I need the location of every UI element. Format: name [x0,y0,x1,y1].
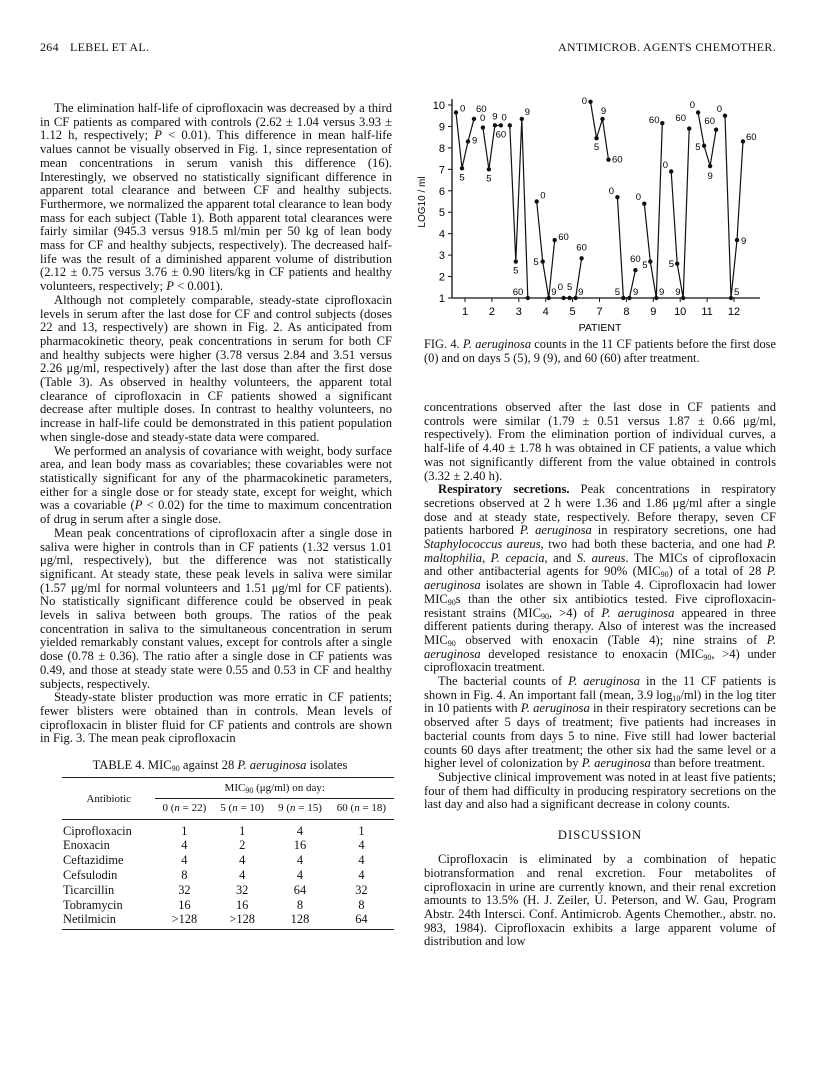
data-point [508,123,512,127]
column-header-day [329,798,394,819]
italic-text: P. aeruginosa [519,523,592,538]
text-segment: (μg/ml) on day: [253,782,325,795]
x-tick-label: 9 [650,306,657,318]
italic-text: P [154,128,162,143]
italic-text: n [354,801,360,814]
data-point [487,167,491,171]
text-segment: against 28 [179,758,238,773]
point-day-label: 9 [675,287,681,298]
y-tick-label: 7 [438,164,445,177]
point-day-label: 5 [642,260,648,272]
text-segment: 5 ( [220,801,233,814]
x-tick-label: 12 [727,306,741,318]
x-tick-label: 8 [623,306,630,318]
italic-text: P [166,279,174,294]
point-day-label: 0 [501,112,507,124]
paragraph [424,853,776,949]
mic-value: 4 [296,868,304,883]
point-day-label: 0 [716,103,722,115]
section-heading-discussion: DISCUSSION [557,828,643,843]
data-point [621,296,625,300]
point-day-label: 5 [614,287,620,298]
left-column [40,102,392,930]
text-segment: . The MICs of ciprofloxacin and other antibacterial agents for 90% (MIC [424,550,776,579]
point-day-label: 60 [495,129,507,141]
right-column [424,401,776,949]
text-segment: concentrations observed after the last dose in CF patients and controls were similar (1.79 ± 0.51 versus 1.87 ± 0.66 μg/ml, respectively). From the elimination portion of individual curves, a half-life of 4.40 ± 1.78 h was obtained in CF patients, a value which was not significantly different from the value obtained in controls (3.32 ± 2.40 h). [424,400,776,483]
paragraph [424,675,776,771]
x-tick-label: 7 [596,306,603,318]
data-point [526,296,530,300]
mic-value: 128 [290,912,310,927]
text-segment: = 18) [359,801,387,814]
point-day-label: 0 [689,100,695,112]
data-point [553,238,557,242]
paragraph [40,691,392,746]
text-segment: observed with enoxacin (Table 4); nine strains of [455,632,767,647]
point-day-label: 9 [578,287,584,298]
point-day-label: 5 [695,141,701,153]
point-day-label: 0 [581,95,587,107]
antibiotic-name: Ticarcillin [63,882,115,897]
point-day-label: 5 [486,173,492,185]
data-point [729,296,733,300]
y-tick-label: 2 [438,271,445,284]
y-tick-label: 1 [438,293,445,305]
italic-text: P. aeruginosa [520,701,590,716]
data-point [615,195,619,199]
point-day-label: 0 [608,186,614,198]
antibiotic-name: Ciprofloxacin [63,823,132,838]
text-segment: Steady-state blister production was more erratic in CF patients; fewer blisters were obtained than in controls. Mean levels of ciprofloxacin in blister fluid for CF patients and controls are shown in Fig. 3. The mean peak ciprofloxacin [40,690,392,746]
mic-value: 4 [181,853,188,868]
text-segment: isolates [306,758,348,773]
point-day-label: 60 [648,115,660,127]
point-day-label: 9 [524,106,531,118]
x-tick-label: 10 [674,306,687,318]
data-point [687,126,691,130]
mic-value: 16 [235,897,249,912]
antibiotic-name: Tobramycin [63,897,123,912]
table-row [62,898,394,913]
point-day-label: 5 [566,282,573,293]
point-day-label: 5 [734,287,740,298]
data-point [567,296,571,300]
journal-title: ANTIMICROB. AGENTS CHEMOTHER. [557,40,776,54]
data-point [594,136,598,140]
data-point [696,110,700,114]
table-group-header [155,778,394,799]
data-point [675,261,679,265]
text-segment: Although not completely comparable, steady-state ciprofloxacin levels in serum after the last dose for CF and control subjects (doses 22 and 13, respectively) are shown in Fig. 2. As anticipated from pharmacokinetic theory, peak concentrations in serum for both CF and healthy subjects were higher (3.78 versus 2.84 and 3.51 versus 2.26 μg/ml, respectively) after the last dose than after the first dose (Table 3). As observed in healthy volunteers, the apparent total clearance of ciprofloxacin in CF patients showed a significant decrease after multiple doses. In contrast to healthy volunteers, no increase in half-life could be demonstrated in this patient population when single-dose and steady-state data were compared. [40,292,392,444]
column-header-day [155,798,213,819]
point-day-label: 60 [630,254,641,266]
data-point [702,144,706,148]
text-segment: isolates are shown in Table 4. Ciprofloxacin had lower MIC [424,578,776,606]
point-day-label: 5 [513,265,519,277]
text-segment: in their respiratory secretions can be observed after 5 days of treatment; five patients had increases in bacterial counts from days 5 to nine. Five still had lower bacterial counts 60 days after treatment; the other six had the same level or a higher level of colonization by [424,701,776,771]
paragraph [424,401,776,483]
point-day-label: 60 [558,232,569,244]
data-point [466,139,470,143]
mic-value: 32 [178,882,191,897]
point-day-label: 5 [668,258,674,270]
data-point [714,127,718,131]
text-segment: = 10) [237,801,265,814]
point-day-label: 5 [533,257,539,269]
italic-text: P [134,498,143,513]
x-tick-label: 5 [569,306,576,318]
mic-value: 1 [239,823,246,838]
data-point [481,125,485,129]
paragraph [424,771,776,812]
column-header-day [213,798,271,819]
data-point [579,256,583,260]
data-point [654,296,658,300]
y-tick-label: 10 [432,100,445,112]
subscript: 90 [245,786,254,796]
text-segment: < 0.01). This difference in mean half-life values cannot be visually observed in Fig. 1, since representation of mean concentrations in serum vanish this difference (16). Interestingly, we observed no statistically significant difference in apparent total clearance and between CF and healthy subjects. Furthermore, we normalized the apparent total clearance to lean body mass for each subject (Table 1). Both apparent total clearances were fairly similar (945.3 versus 918.5 ml/min per 50 kg of lean body mass for CF and healthy subjects, respectively). The decreased half-life was the result of a diminished apparent volume of distribution (2.12 ± 0.75 versus 3.76 ± 0.90 liters/kg in CF patients and healthy volunteers, respectively; [40,128,392,294]
mic-value: 4 [358,838,365,853]
y-tick-label: 9 [438,121,445,134]
data-point [493,123,497,127]
figure-4-chart [410,90,790,335]
text-segment: , >4) under ciprofloxacin treatment. [424,646,776,675]
italic-text: P. aeruginosa [237,758,307,773]
text-segment: appeared in three different patients during therapy. Also of interest was the increased MIC [424,605,776,647]
point-day-label: 5 [459,172,465,184]
text-segment: than before treatment. [650,756,765,771]
mic-value: 1 [358,823,365,838]
x-tick-label: 11 [701,306,713,318]
italic-text: P. aeruginosa [424,632,776,661]
mic-value: 4 [239,853,246,868]
data-point [648,259,652,263]
point-day-label: 60 [675,112,686,124]
text-segment: FIG. 4. [424,337,463,351]
text-segment: MIC [224,782,246,795]
mic-value: 32 [355,882,368,897]
data-point [633,268,637,272]
table-row [62,819,394,838]
point-day-label: 60 [612,154,623,166]
text-segment: We performed an analysis of covariance with weight, body surface area, and lean body mass as covariables; these covariables were not statistically significant for any of the pharmacokinetic parameters, either for a single dose or for steady state, except for weight, which was a covariable ( [40,443,392,513]
data-point [460,166,464,170]
italic-text: P. aeruginosa [601,605,675,620]
table-row-header: Antibiotic [86,793,132,806]
mic-value: 64 [355,912,368,927]
table-title [40,758,400,773]
subscript: 90 [540,611,549,621]
point-day-label: 0 [635,191,641,203]
italic-text: n [290,801,296,814]
mic-value: 4 [358,868,365,883]
mic-value: 4 [296,823,304,838]
x-tick-label: 3 [515,306,522,318]
x-tick-label: 2 [488,306,495,318]
x-tick-label: 1 [461,306,469,318]
discussion-text [424,853,776,949]
italic-text: P. aeruginosa [424,564,776,593]
text-segment: 60 ( [336,801,355,814]
point-day-label: 0 [662,159,668,171]
mic-value: 16 [293,838,307,853]
antibiotic-name: Cefsulodin [63,868,118,883]
data-point [606,157,610,161]
italic-text: P. cepacia [490,550,545,565]
italic-text: n [232,801,238,814]
text-segment: Peak concentrations in respiratory secretions observed at 2 h were 1.36 and 1.86 μg/ml after a single dose and at steady state, respectively. Before therapy, seven CF patients harbored [424,482,777,538]
data-point [627,296,631,300]
subscript: 90 [703,652,712,662]
data-point [741,139,745,143]
y-axis-label: LOG10 / ml [417,176,428,228]
paragraph [40,527,392,691]
antibiotic-name: Netilmicin [63,912,116,927]
mic-table [62,777,394,930]
data-point [669,169,673,173]
table-row [62,883,394,898]
point-day-label: 9 [707,170,713,182]
text-segment: s than the other six antibiotics tested. Five ciprofloxacin-resistant strains (MIC [424,591,776,620]
data-point [454,110,458,114]
mic-value: 4 [296,853,304,868]
paragraph [40,294,392,445]
point-day-label: 9 [472,135,478,147]
subscript: 90 [171,764,180,774]
mic-value: 4 [358,853,365,868]
table-row [62,853,394,868]
data-point [499,123,503,127]
antibiotic-name: Ceftazidime [63,853,124,868]
point-day-label: 60 [576,242,587,254]
text-segment: 9 ( [278,801,290,814]
x-tick-label: 4 [542,306,549,318]
mic-value: 64 [293,882,307,897]
text-segment: , >4) of [548,605,602,620]
data-point [472,117,476,121]
mic-value: 8 [358,897,365,912]
mic-value: 32 [235,882,249,897]
text-segment: TABLE 4. MIC [92,758,172,773]
text-segment: The bacterial counts of [438,674,569,689]
point-day-label: 0 [557,282,563,293]
italic-text: P. aeruginosa [568,674,640,689]
column-header-day [271,798,329,819]
right-column-text [424,401,776,812]
text-segment: Subjective clinical improvement was noted in at least five patients; four of them had difficulty in producing respiratory secretions on the last day and also had a significant decrease in colony counts. [424,769,776,812]
patient-4-line [537,202,555,299]
text-segment: = 22) [179,801,207,814]
paragraph [424,483,776,675]
figure-caption [424,338,776,365]
mic-value: 4 [239,868,246,883]
text-segment: , and [544,550,577,565]
point-day-label: 9 [741,236,747,248]
point-day-label: 9 [551,287,557,298]
text-segment: , [482,550,491,565]
text-segment: Ciprofloxacin is eliminated by a combination of hepatic biotransformation and renal excretion. Four metabolites of ciprofloxacin in urine are currently known, and their renal excretion amounts to 13.5% (H. J. Zeiler, U. Peterson, and W. Gau, Program Abstr. 24th Intersci. Conf. Antimicrob. Agents Chemother., abstr. no. 983, 1984). Ciprofloxacin exhibits a large apparent volume of distribution and low [424,852,776,949]
text-segment: /ml) in the log titer in 10 patients with [424,687,777,716]
point-day-label: 60 [746,131,757,143]
data-point [541,259,545,263]
y-tick-label: 8 [438,142,445,155]
data-point [588,100,592,104]
text-segment: 0 ( [162,801,175,814]
table-row [62,912,394,929]
left-column-text [40,102,392,746]
subscript: 90 [447,638,456,648]
text-segment: < 0.02) for the time to maximum concentration of drug in serum after a single dose. [40,498,392,527]
point-day-label: 9 [492,111,498,123]
mic-value: 1 [181,823,188,838]
point-day-label: 9 [600,105,607,117]
patient-12-line [725,116,743,298]
patient-10-line [668,129,689,298]
data-point [642,201,646,205]
paragraph [40,102,392,294]
data-point [723,114,727,118]
text-segment: in the 11 CF patients is shown in Fig. 4. An important fall (mean, 3.9 log [424,674,776,702]
y-tick-label: 3 [438,250,445,263]
italic-text: S. aureus [576,550,626,565]
point-day-label: 0 [480,113,486,125]
y-tick-label: 5 [438,207,445,220]
y-tick-label: 4 [438,228,445,241]
x-axis-label: PATIENT [578,322,622,334]
text-segment: in respiratory secretions, one had [591,523,776,538]
running-authors: LEBEL ET AL. [70,40,150,54]
data-point [514,259,518,263]
page-number: 264 [40,40,59,54]
data-point [708,164,712,168]
data-point [535,199,539,203]
data-point [561,296,565,300]
data-point [735,238,739,242]
text-segment: < 0.001). [173,279,224,294]
mic-value: >128 [171,912,198,927]
mic-value: 4 [181,838,188,853]
patient-8-line [614,197,635,298]
text-segment: Mean peak concentrations of ciprofloxacin after a single dose in saliva were higher in controls than in CF patients (1.32 versus 1.01 μg/ml, respectively), but the difference was not statistically significant. At steady state, these peak levels in saliva were similar (1.57 μg/ml for normal volunteers and 1.51 μg/ml for CF patients). No statistically significant difference could be observed in peak levels in saliva between both groups. The ratios of the peak concentration in saliva to the simultaneous concentration in serum yielded remarkably constant values, except for controls after a single dose (0.78 ± 0.36). The ratio after a single dose in CF patients was 0.49, and those at steady state were 0.55 and 0.53 in CF and healthy subjects, respectively. [40,525,392,691]
italic-text: n [174,801,180,814]
subscript: 90 [660,570,669,580]
point-day-label: 5 [593,142,600,154]
italic-text: P. aeruginosa [462,337,532,351]
italic-text: P. aeruginosa [581,756,651,771]
antibiotic-name: Enoxacin [63,838,110,853]
text-segment: = 15) [295,801,322,814]
mic-value: 2 [239,838,246,853]
mic-value: 16 [178,897,191,912]
text-segment: ) of a total of 28 [668,564,767,579]
bold-run-in-heading: Respiratory secretions. [438,482,570,497]
point-day-label: 0 [540,190,546,202]
point-day-label: 0 [460,103,466,115]
subscript: 90 [447,597,456,607]
text-segment: counts in the 11 CF patients before the first dose (0) and on days 5 (5), 9 (9), and 60 (60) after treatment. [424,337,776,365]
mic-value: 8 [296,897,304,912]
point-day-label: 60 [476,103,487,115]
y-tick-label: 6 [438,185,445,198]
data-point [660,121,664,125]
point-day-label: 9 [633,287,639,298]
point-day-label: 60 [704,115,715,127]
mic-value: >128 [229,912,255,927]
data-point [600,117,604,121]
table-row [62,838,394,853]
paragraph [40,445,392,527]
data-point [681,296,685,300]
table-row [62,868,394,883]
data-point [520,117,524,121]
text-segment: , two had both these bacteria, and one had [540,537,767,552]
patient-9-line [644,123,665,298]
subscript: 10 [672,693,681,703]
text-segment: developed resistance to enoxacin (MIC [480,646,704,661]
point-day-label: 9 [659,287,665,298]
italic-text: Staphylococcus aureus [424,537,541,552]
point-day-label: 60 [512,287,524,298]
italic-text: P. maltophilia [424,537,776,565]
text-segment: The elimination half-life of ciprofloxacin was decreased by a third in CF patients as compared with controls (2.62 ± 1.04 versus 3.93 ± 1.12 h, respectively; [40,101,392,143]
mic-value: 8 [181,868,188,883]
